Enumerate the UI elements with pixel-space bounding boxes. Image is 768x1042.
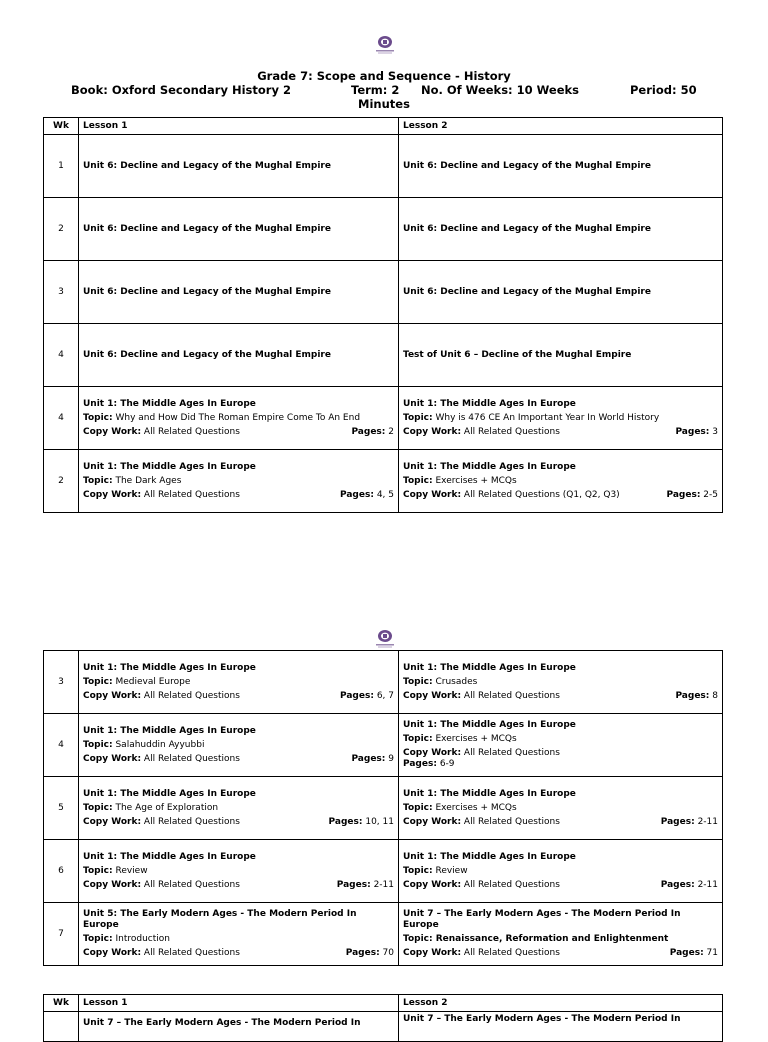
lesson2-cell (399, 903, 723, 966)
lesson-unit: Unit 1: The Middle Ages In Europe (403, 851, 576, 862)
lesson-copywork: Copy Work: All Related Questions Pages: 9 (83, 753, 394, 764)
lesson-pages: Pages: 6-9 (403, 759, 455, 769)
table-header-row (44, 995, 723, 1012)
week-number: 5 (44, 777, 79, 840)
table-row (44, 903, 723, 966)
schedule-table-page2 (43, 650, 723, 966)
school-crest-logo (372, 627, 398, 649)
lesson-copywork: Copy Work: All Related Questions Pages: 70 (83, 948, 394, 958)
lesson-topic: Topic: Salahuddin Ayyubbi (83, 739, 205, 750)
col-header-lesson1: Lesson 1 (79, 118, 399, 135)
table-row (44, 840, 723, 903)
table-row (44, 135, 723, 198)
period-label: Period: 50 (630, 83, 697, 97)
lesson-topic: Topic: Exercises + MCQs (403, 734, 517, 744)
week-number: 4 (44, 714, 79, 777)
schedule-table-page1 (43, 117, 723, 513)
table-row (44, 1012, 723, 1042)
lesson-copywork: Copy Work: All Related Questions Pages: 6, 7 (83, 690, 394, 701)
term-label: Term: 2 (351, 83, 400, 97)
lesson-copywork: Copy Work: All Related Questions Pages: 2-11 (83, 879, 394, 890)
table-header-row (44, 118, 723, 135)
lesson-topic: Topic: Review (83, 865, 148, 876)
lesson-unit: Unit 5: The Early Modern Ages - The Modern Period In Europe (83, 909, 357, 930)
lesson1-cell (79, 840, 399, 903)
lesson-unit: Unit 1: The Middle Ages In Europe (403, 720, 576, 730)
lesson-copywork: Copy Work: All Related Questions Pages: 3 (403, 426, 718, 437)
lesson-topic: Topic: The Dark Ages (83, 475, 182, 486)
week-number: 2 (44, 198, 79, 261)
lesson2-cell (399, 714, 723, 777)
lesson2-unit: Unit 6: Decline and Legacy of the Mughal Empire (399, 135, 723, 198)
book-label: Book: Oxford Secondary History 2 (71, 83, 291, 97)
lesson-topic: Topic: The Age of Exploration (83, 802, 219, 813)
lesson-copywork: Copy Work: All Related Questions Pages: 10, 11 (83, 816, 394, 827)
table-row (44, 261, 723, 324)
table-row (44, 714, 723, 777)
week-number (44, 1012, 79, 1042)
lesson-topic: Topic: Crusades (403, 676, 478, 687)
col-header-wk: Wk (44, 995, 79, 1012)
lesson-unit: Unit 1: The Middle Ages In Europe (403, 461, 576, 472)
lesson2-unit: Unit 6: Decline and Legacy of the Mughal Empire (399, 198, 723, 261)
col-header-lesson1: Lesson 1 (79, 995, 399, 1012)
lesson2-cell (399, 777, 723, 840)
week-number: 4 (44, 387, 79, 450)
table-row (44, 324, 723, 387)
week-number: 7 (44, 903, 79, 966)
lesson-copywork: Copy Work: All Related Questions Pages: 4, 5 (83, 489, 394, 500)
lesson2-cell (399, 651, 723, 714)
lesson-unit: Unit 1: The Middle Ages In Europe (83, 662, 256, 673)
col-header-wk: Wk (44, 118, 79, 135)
lesson1-cell (79, 714, 399, 777)
lesson2-cell (399, 450, 723, 513)
table-row (44, 450, 723, 513)
lesson1-cell (79, 450, 399, 513)
lesson2-cell (399, 387, 723, 450)
header-info-row (0, 83, 768, 97)
week-number: 3 (44, 651, 79, 714)
lesson-copywork: Copy Work: All Related Questions (Q1, Q2, Q3) Pages: 2-5 (403, 489, 718, 500)
lesson-unit: Unit 1: The Middle Ages In Europe (83, 725, 256, 736)
school-crest-logo (372, 33, 398, 55)
lesson1-cell (79, 651, 399, 714)
lesson-unit: Unit 1: The Middle Ages In Europe (83, 461, 256, 472)
lesson-unit: Unit 1: The Middle Ages In Europe (403, 662, 576, 673)
lesson2-unit: Unit 6: Decline and Legacy of the Mughal Empire (399, 261, 723, 324)
lesson1-unit: Unit 6: Decline and Legacy of the Mughal Empire (79, 324, 399, 387)
lesson1-unit: Unit 6: Decline and Legacy of the Mughal Empire (79, 261, 399, 324)
table-row (44, 651, 723, 714)
lesson-unit: Unit 1: The Middle Ages In Europe (83, 788, 256, 799)
lesson1-unit: Unit 7 – The Early Modern Ages - The Modern Period In (79, 1012, 399, 1042)
lesson-copywork: Copy Work: All Related Questions Pages: 71 (403, 948, 718, 958)
lesson1-cell (79, 903, 399, 966)
lesson-unit: Unit 1: The Middle Ages In Europe (83, 398, 256, 409)
lesson-unit: Unit 7 – The Early Modern Ages - The Modern Period In Europe (403, 909, 681, 930)
lesson1-unit: Unit 6: Decline and Legacy of the Mughal Empire (79, 198, 399, 261)
period-minutes: Minutes (358, 97, 410, 111)
lesson-unit: Unit 1: The Middle Ages In Europe (403, 788, 576, 799)
table-row (44, 198, 723, 261)
lesson-copywork: Copy Work: All Related Questions (403, 748, 560, 758)
week-number: 4 (44, 324, 79, 387)
lesson-copywork: Copy Work: All Related Questions Pages: 2-11 (403, 816, 718, 827)
week-number: 2 (44, 450, 79, 513)
schedule-table-page3 (43, 994, 723, 1042)
col-header-lesson2: Lesson 2 (399, 118, 723, 135)
lesson-topic: Topic: Review (403, 865, 468, 876)
col-header-lesson2: Lesson 2 (399, 995, 723, 1012)
weeks-label: No. Of Weeks: 10 Weeks (421, 83, 580, 97)
lesson-topic: Topic: Medieval Europe (83, 676, 191, 687)
lesson1-cell (79, 387, 399, 450)
table-row (44, 777, 723, 840)
lesson2-cell (399, 840, 723, 903)
lesson-topic: Topic: Exercises + MCQs (403, 802, 517, 813)
lesson2-unit: Unit 7 – The Early Modern Ages - The Modern Period In (399, 1012, 723, 1042)
lesson2-unit: Test of Unit 6 – Decline of the Mughal Empire (399, 324, 723, 387)
week-number: 1 (44, 135, 79, 198)
lesson-copywork: Copy Work: All Related Questions Pages: 2-11 (403, 879, 718, 890)
lesson1-unit: Unit 6: Decline and Legacy of the Mughal Empire (79, 135, 399, 198)
lesson-topic: Topic: Introduction (83, 934, 170, 944)
document-title: Grade 7: Scope and Sequence - History (257, 69, 511, 83)
week-number: 6 (44, 840, 79, 903)
table-row (44, 387, 723, 450)
lesson-copywork: Copy Work: All Related Questions Pages: 8 (403, 690, 718, 701)
week-number: 3 (44, 261, 79, 324)
lesson-unit: Unit 1: The Middle Ages In Europe (403, 398, 576, 409)
lesson-unit: Unit 1: The Middle Ages In Europe (83, 851, 256, 862)
lesson-topic: Topic: Why is 476 CE An Important Year In World History (403, 412, 660, 423)
lesson-topic: Topic: Renaissance, Reformation and Enlightenment (403, 934, 669, 944)
lesson-topic: Topic: Exercises + MCQs (403, 475, 517, 486)
lesson1-cell (79, 777, 399, 840)
lesson-copywork: Copy Work: All Related Questions Pages: 2 (83, 426, 394, 437)
lesson-topic: Topic: Why and How Did The Roman Empire Come To An End (83, 412, 361, 423)
